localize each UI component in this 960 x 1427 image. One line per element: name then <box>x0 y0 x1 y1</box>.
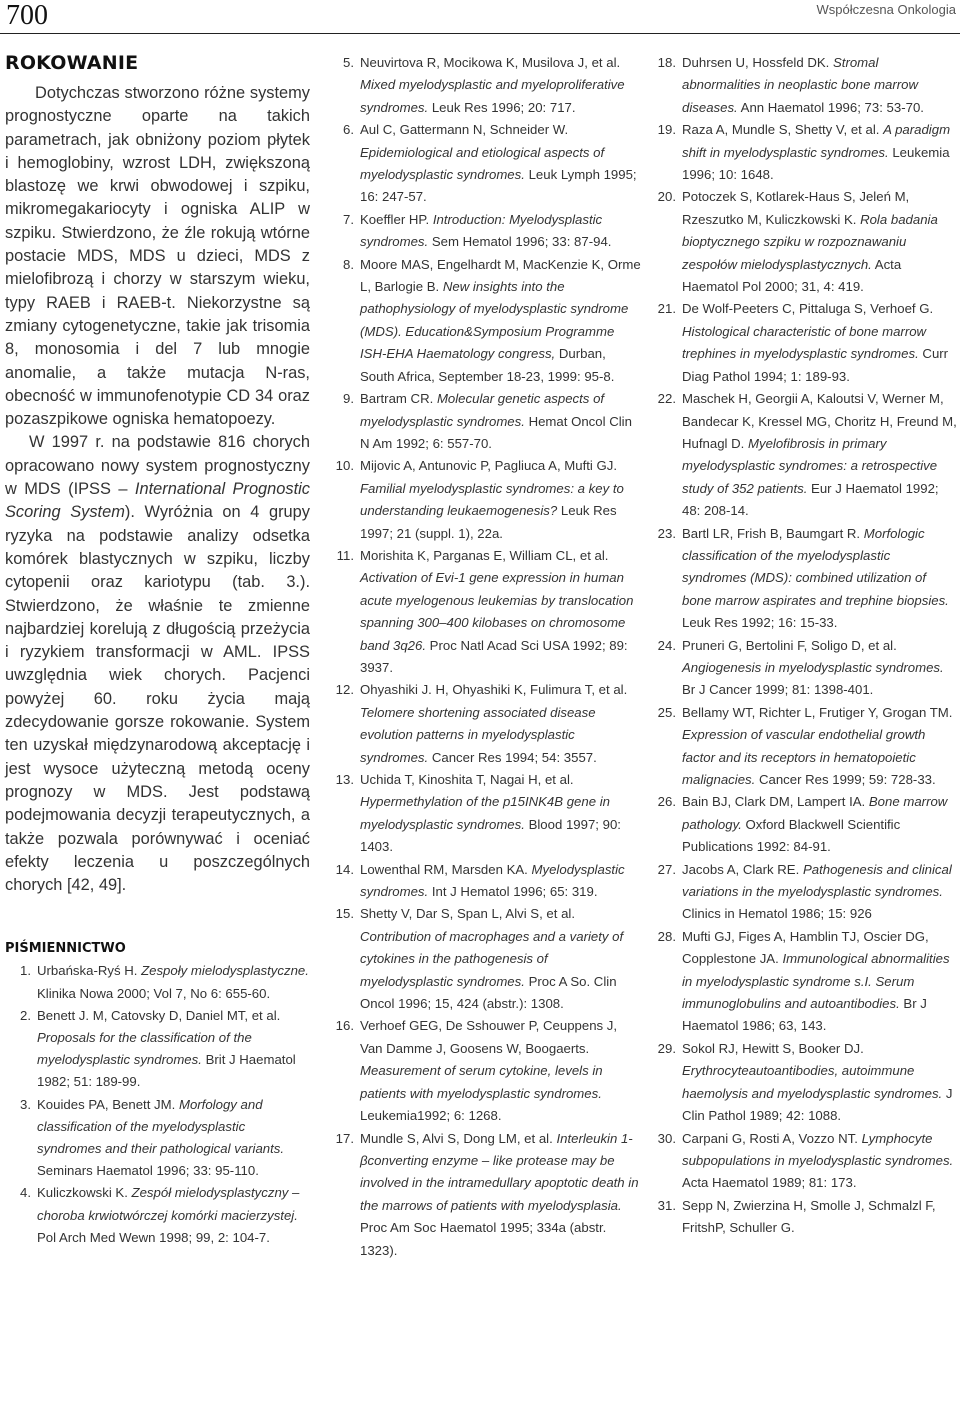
reference-source: Oxford Blackwell Scientific Publications 1992: 84-91. <box>682 816 901 855</box>
reference-number: 20. <box>657 189 676 205</box>
reference-text <box>360 903 642 1015</box>
reference-text <box>360 388 642 455</box>
reference-title: Myelodysplastic syndromes. <box>360 861 625 900</box>
reference-authors: Lowenthal RM, Marsden KA. <box>360 861 532 877</box>
reference-text <box>682 791 958 858</box>
reference-text <box>682 523 958 635</box>
reference-authors: Ohyashiki J. H, Ohyashiki K, Fulimura T, et al. <box>360 682 628 698</box>
paragraph-text: ). Wyróżnia on 4 grupy ryzyka na podstawie analizy odsetka komórek blastycznych w szpiku, liczby cytopenii oraz kariotypu (tab. 3.). Stwierdzono, że właśnie te zmienne najbardziej korelują z długością przeżycia i ryzykiem transformacji w AML. IPSS uwzględnia wiek chorych. Pacjenci powyżej 60. roku życia mają zdecydowanie gorsze rokowanie. System ten uzyskał międzynarodową akceptację i jest wysoce użyteczną metodą oceny prognozy w MDS. Jest podstawą podejmowania decyzji terapeutycznych, a także pozwala porównywać i oceniać efekty leczenia u poszczególnych chorych [42, 49]. <box>5 503 310 895</box>
reference-number: 10. <box>335 458 354 474</box>
reference-number: 28. <box>657 928 676 944</box>
reference-text <box>37 1005 310 1094</box>
reference-title: Interleukin 1-βconverting enzyme – like protease may be involved in the intramedullary apoptotic death in the marrows of patients with myelodysplasia. <box>360 1130 639 1213</box>
reference-source: Leukemia 1996; 10: 1648. <box>682 144 950 183</box>
section-body <box>5 82 310 897</box>
reference-text <box>682 388 958 522</box>
reference-title: Histological characteristic of bone marrow trephines in myelodysplastic syndromes. <box>682 323 927 362</box>
reference-title: Zespoły mielodysplastyczne. <box>141 963 309 979</box>
reference-title: Activation of Evi-1 gene expression in human acute myelogenous leukemias by translocation spanning 300–400 kilobases on chromosome band 3q26. <box>360 570 634 653</box>
reference-source: Blood 1997; 90: 1403. <box>360 816 621 855</box>
reference-authors: Maschek H, Georgii A, Kaloutsi V, Werner M, Bandecar K, Kressel MG, Choritz H, Freund M, Hufnagl D. <box>682 391 957 451</box>
reference-authors: Bain BJ, Clark DM, Lampert IA. <box>682 794 869 810</box>
paragraph <box>5 431 310 897</box>
reference-item <box>652 635 958 702</box>
paragraph-italic-text: International Prognostic Scoring System <box>5 480 310 522</box>
reference-source: Clinics in Hematol 1986; 15: 926 <box>682 906 872 922</box>
reference-authors: Benett J. M, Catovsky D, Daniel MT, et al. <box>37 1007 281 1023</box>
reference-item <box>330 769 642 859</box>
reference-item <box>652 119 958 186</box>
reference-authors: Kuliczkowski K. <box>37 1185 132 1201</box>
reference-number: 4. <box>20 1185 31 1201</box>
reference-authors: Morishita K, Parganas E, William CL, et al. <box>360 547 609 563</box>
reference-title: Mixed myelodysplastic and myeloproliferative syndromes. <box>360 77 625 115</box>
reference-title: Familial myelodysplastic syndromes: a key to understanding leukaemogenesis? <box>360 480 624 519</box>
reference-number: 25. <box>657 704 676 720</box>
reference-title: Immunological abnormalities in myelodysplastic syndrome s.I. Serum immunoglobulins and autoantibodies. <box>682 951 950 1012</box>
reference-text <box>360 52 642 119</box>
reference-source: Proc Am Soc Haematol 1995; 334a (abstr. 1323). <box>360 1220 607 1258</box>
reference-item <box>330 52 642 119</box>
reference-title: Pathogenesis and clinical variations in the myelodysplastic syndromes. <box>682 861 952 900</box>
reference-authors: Uchida T, Kinoshita T, Nagai H, et al. <box>360 772 574 787</box>
reference-text <box>360 209 642 254</box>
reference-item <box>652 791 958 858</box>
reference-authors: Pruneri G, Bertolini F, Soligo D, et al. <box>682 637 897 653</box>
reference-text <box>682 635 958 702</box>
reference-number: 11. <box>336 547 354 563</box>
reference-text <box>682 298 958 388</box>
reference-title: Morfology and classification of the myelodysplastic syndromes and their pathological variants. <box>37 1096 285 1157</box>
section-title: ROKOWANIE <box>5 52 139 74</box>
reference-number: 21. <box>657 301 676 317</box>
reference-text <box>360 1128 642 1262</box>
reference-title: Expression of vascular endothelial growth factor and its receptors in hematopoietic malignacies. <box>682 727 926 787</box>
reference-item <box>652 52 958 119</box>
reference-source: Br J Cancer 1999; 81: 1398-401. <box>682 682 874 698</box>
reference-source: Proc Natl Acad Sci USA 1992; 89: 3937. <box>360 637 628 675</box>
reference-title: Proposals for the classification of the myelodysplastic syndromes. <box>37 1030 252 1068</box>
reference-item <box>652 859 958 926</box>
paragraph-text: W 1997 r. na podstawie 816 chorych opracowano nowy system prognostyczny w MDS (IPSS – <box>5 433 310 499</box>
reference-source: Leuk Res 1992; 16: 15-33. <box>682 615 838 631</box>
reference-text <box>360 455 642 545</box>
reference-source: Durban, South Africa, September 18-23, 1999: 95-8. <box>360 346 615 384</box>
reference-item <box>330 859 642 904</box>
reference-item <box>330 679 642 769</box>
reference-number: 23. <box>657 525 676 541</box>
reference-item <box>5 1094 310 1183</box>
reference-source: Curr Diag Pathol 1994; 1: 189-93. <box>682 346 949 384</box>
reference-title: Angiogenesis in myelodysplastic syndromes. <box>682 659 944 675</box>
reference-source: Cancer Res 1994; 54: 3557. <box>428 749 597 765</box>
reference-number: 13. <box>335 772 354 787</box>
reference-text <box>360 1015 642 1127</box>
reference-title: Lymphocyte subpopulations in myelodysplastic syndromes. <box>682 1130 954 1168</box>
reference-item <box>330 903 642 1015</box>
page-header <box>0 0 960 32</box>
reference-authors: Neuvirtova R, Mocikowa K, Musilova J, et al. <box>360 55 621 70</box>
reference-text <box>682 52 958 119</box>
journal-title: Współczesna Onkologia <box>816 2 956 17</box>
reference-source: Eur J Haematol 1992; 48: 208-14. <box>682 480 939 519</box>
reference-source: Leuk Res 1996; 20: 717. <box>428 99 576 115</box>
reference-number: 18. <box>657 55 676 70</box>
reference-source: Hemat Oncol Clin N Am 1992; 6: 557-70. <box>360 413 632 451</box>
reference-authors: Jacobs A, Clark RE. <box>682 861 803 877</box>
reference-source: Acta Haematol 1989; 81: 173. <box>682 1175 857 1191</box>
reference-authors: Urbańska-Ryś H. <box>37 963 142 979</box>
reference-item <box>652 186 958 298</box>
reference-text <box>682 119 958 186</box>
reference-title: Zespół mielodysplastyczny – choroba krwiotwórczej komórki macierzystej. <box>37 1185 300 1223</box>
reference-item <box>652 1038 958 1128</box>
reference-item <box>330 254 642 388</box>
reference-item <box>5 1005 310 1094</box>
reference-list <box>5 960 310 1249</box>
reference-list <box>652 52 958 1240</box>
reference-source: Seminars Haematol 1996; 33: 95-110. <box>37 1163 259 1179</box>
reference-list <box>330 52 642 1262</box>
reference-title: Telomere shortening associated disease evolution patterns in myelodysplastic syndromes. <box>360 704 596 765</box>
reference-number: 24. <box>657 637 676 653</box>
reference-authors: Moore MAS, Engelhardt M, MacKenzie K, Orme L, Barlogie B. <box>360 256 641 295</box>
reference-number: 1. <box>20 963 31 979</box>
reference-title: Stromal abnormalities in neoplastic bone marrow diseases. <box>682 55 919 115</box>
reference-authors: Mijovic A, Antunovic P, Pagliuca A, Mufti GJ. <box>360 458 618 474</box>
reference-number: 31. <box>657 1197 676 1213</box>
reference-item <box>330 1128 642 1262</box>
reference-text <box>682 702 958 792</box>
reference-title: Contribution of macrophages and a variety of cytokines in the pathogenesis of myelodysplastic syndromes. <box>360 928 624 989</box>
reference-item <box>652 388 958 522</box>
column-3 <box>652 52 958 1240</box>
reference-text <box>360 254 642 388</box>
reference-authors: Potoczek S, Kotlarek-Haus S, Jeleń M, Rzeszutko M, Kuliczkowski K. <box>682 189 910 227</box>
reference-number: 9. <box>343 391 354 407</box>
reference-number: 3. <box>20 1096 31 1112</box>
reference-text <box>682 1038 958 1128</box>
reference-number: 30. <box>657 1130 676 1146</box>
reference-source: Leuk Lymph 1995; 16: 247-57. <box>360 167 637 205</box>
reference-title: Erythrocyteautoantibodies, autoimmune haemolysis and myelodysplastic syndromes. <box>682 1063 943 1101</box>
reference-title: Molecular genetic aspects of myelodysplastic syndromes. <box>360 391 605 429</box>
reference-item <box>330 388 642 455</box>
reference-source: Klinika Nowa 2000; Vol 7, No 6: 655-60. <box>37 985 271 1001</box>
reference-source: Brit J Haematol 1982; 51: 189-99. <box>37 1052 296 1090</box>
reference-number: 12. <box>335 682 354 698</box>
reference-title: Hypermethylation of the p15INK4B gene in myelodysplastic syndromes. <box>360 794 610 832</box>
reference-source: Sem Hematol 1996; 33: 87-94. <box>428 234 612 250</box>
reference-item <box>652 926 958 1038</box>
reference-item <box>5 960 310 1004</box>
reference-text <box>682 1128 958 1195</box>
reference-item <box>652 523 958 635</box>
reference-authors: Koeffler HP. <box>360 211 433 227</box>
reference-number: 19. <box>657 122 676 138</box>
reference-title: Morfologic classification of the myelodysplastic syndromes (MDS): combined utilization of bone marrow aspirates and trephine biopsies. <box>682 525 949 608</box>
reference-authors: Sokol RJ, Hewitt S, Booker DJ. <box>682 1040 864 1056</box>
reference-source: Br J Haematol 1986; 63, 143. <box>682 996 927 1034</box>
reference-number: 15. <box>335 906 354 922</box>
reference-source: Cancer Res 1999; 59: 728-33. <box>755 772 936 787</box>
reference-authors: Carpani G, Rosti A, Vozzo NT. <box>682 1130 862 1146</box>
reference-number: 16. <box>335 1018 354 1034</box>
reference-number: 5. <box>343 55 354 70</box>
reference-authors: Bellamy WT, Richter L, Frutiger Y, Grogan TM. <box>682 704 953 720</box>
column-2 <box>330 52 642 1262</box>
reference-source: J Clin Pathol 1989; 42: 1088. <box>682 1085 953 1124</box>
reference-title: Rola badania bioptycznego szpiku w rozpoznawaniu zespołów mielodysplastycznych. <box>682 211 938 272</box>
reference-source: Pol Arch Med Wewn 1998; 99, 2: 104-7. <box>37 1229 270 1245</box>
reference-number: 17. <box>335 1130 354 1146</box>
reference-item <box>652 1128 958 1195</box>
reference-item <box>652 298 958 388</box>
reference-authors: Mundle S, Alvi S, Dong LM, et al. <box>360 1130 557 1146</box>
reference-item <box>330 119 642 209</box>
reference-number: 14. <box>335 861 354 877</box>
reference-authors: Mufti GJ, Figes A, Hamblin TJ, Oscier DG, Copplestone JA. <box>682 928 929 967</box>
reference-authors: Kouides PA, Benett JM. <box>37 1096 179 1112</box>
reference-number: 8. <box>343 256 354 272</box>
reference-text <box>360 119 642 209</box>
reference-number: 2. <box>20 1007 31 1023</box>
reference-item <box>330 455 642 545</box>
reference-source: Leukemia1992; 6: 1268. <box>360 1108 502 1124</box>
reference-text <box>682 926 958 1038</box>
reference-title: A paradigm shift in myelodysplastic syndromes. <box>682 122 951 160</box>
reference-text <box>37 1182 310 1249</box>
reference-authors: Shetty V, Dar S, Span L, Alvi S, et al. <box>360 906 576 922</box>
page-number: 700 <box>6 0 48 31</box>
reference-number: 22. <box>657 391 676 407</box>
column-1 <box>5 52 310 1249</box>
reference-item <box>5 1182 310 1249</box>
reference-authors: Duhrsen U, Hossfeld DK. <box>682 55 833 70</box>
reference-authors: Sepp N, Zwierzina H, Smolle J, Schmalzl F, FritshP, Schuller G. <box>682 1197 936 1236</box>
reference-authors: Bartram CR. <box>360 391 437 407</box>
reference-text <box>682 186 958 298</box>
reference-text <box>360 769 642 859</box>
reference-source: Leuk Res 1997; 21 (suppl. 1), 22a. <box>360 503 617 541</box>
reference-source: Int J Hematol 1996; 65: 319. <box>428 884 598 900</box>
reference-authors: Verhoef GEG, De Sshouwer P, Ceuppens J, Van Damme J, Goosens W, Boogaerts. <box>360 1018 618 1056</box>
reference-item <box>330 1015 642 1127</box>
reference-source: Ann Haematol 1996; 73: 53-70. <box>737 99 924 115</box>
reference-number: 7. <box>343 211 354 227</box>
reference-authors: Aul C, Gattermann N, Schneider W. <box>360 122 569 138</box>
reference-title: Bone marrow pathology. <box>682 794 948 832</box>
reference-text <box>37 1094 310 1183</box>
reference-text <box>360 859 642 904</box>
reference-authors: Raza A, Mundle S, Shetty V, et al. <box>682 122 884 138</box>
reference-number: 6. <box>343 122 354 138</box>
reference-number: 27. <box>657 861 676 877</box>
reference-source: Acta Haematol Pol 2000; 31, 4: 419. <box>682 256 902 295</box>
reference-title: Measurement of serum cytokine, levels in patients with myelodysplastic syndromes. <box>360 1063 603 1101</box>
reference-text <box>682 859 958 926</box>
reference-authors: De Wolf-Peeters C, Pittaluga S, Verhoef G. <box>682 301 934 317</box>
reference-text <box>682 1195 958 1240</box>
reference-number: 26. <box>657 794 676 810</box>
references-title: PIŚMIENNICTWO <box>5 941 126 957</box>
header-rule <box>0 33 960 34</box>
reference-item <box>652 1195 958 1240</box>
reference-title: Myelofibrosis in primary myelodysplastic syndromes: a retrospective study of 352 patients. <box>682 435 938 496</box>
reference-number: 29. <box>657 1040 676 1056</box>
reference-title: New insights into the pathophysiology of myelodysplastic syndrome (MDS). Education&Symposium Programme ISH-EHA Haematology congress, <box>360 279 629 362</box>
reference-authors: Bartl LR, Frish B, Baumgart R. <box>682 525 864 541</box>
reference-source: Proc A So. Clin Oncol 1996; 15, 424 (abstr.): 1308. <box>360 973 617 1012</box>
reference-item <box>330 209 642 254</box>
reference-item <box>330 545 642 679</box>
reference-title: Epidemiological and etiological aspects of myelodysplastic syndromes. <box>360 144 605 183</box>
reference-text <box>37 960 310 1004</box>
paragraph: Dotychczas stworzono różne systemy prognostyczne oparte na takich parametrach, jak obniżony poziom płytek i hemoglobiny, wzrost LDH, zwiększoną blastozę we krwi obwodowej i szpiku, mikromegakariocyty i ogniska ALIP w szpiku. Stwierdzono, że źle rokują wtórne postacie MDS, MDS u dzieci, MDS z mielofibrozą i chorzy w starszym wieku, typy RAEB i RAEB-t. Niekorzystne są zmiany cytogenetyczne, takie jak trisomia 8, monosomia i del 7 lub mnogie anomalie, a także mutacja N-ras, obecność w immunofenotypie CD 34 oraz pozaszpikowe ogniska hematopoezy. <box>5 84 310 429</box>
reference-title: Introduction: Myelodysplastic syndromes. <box>360 211 603 250</box>
reference-item <box>652 702 958 792</box>
reference-text <box>360 545 642 679</box>
reference-text <box>360 679 642 769</box>
